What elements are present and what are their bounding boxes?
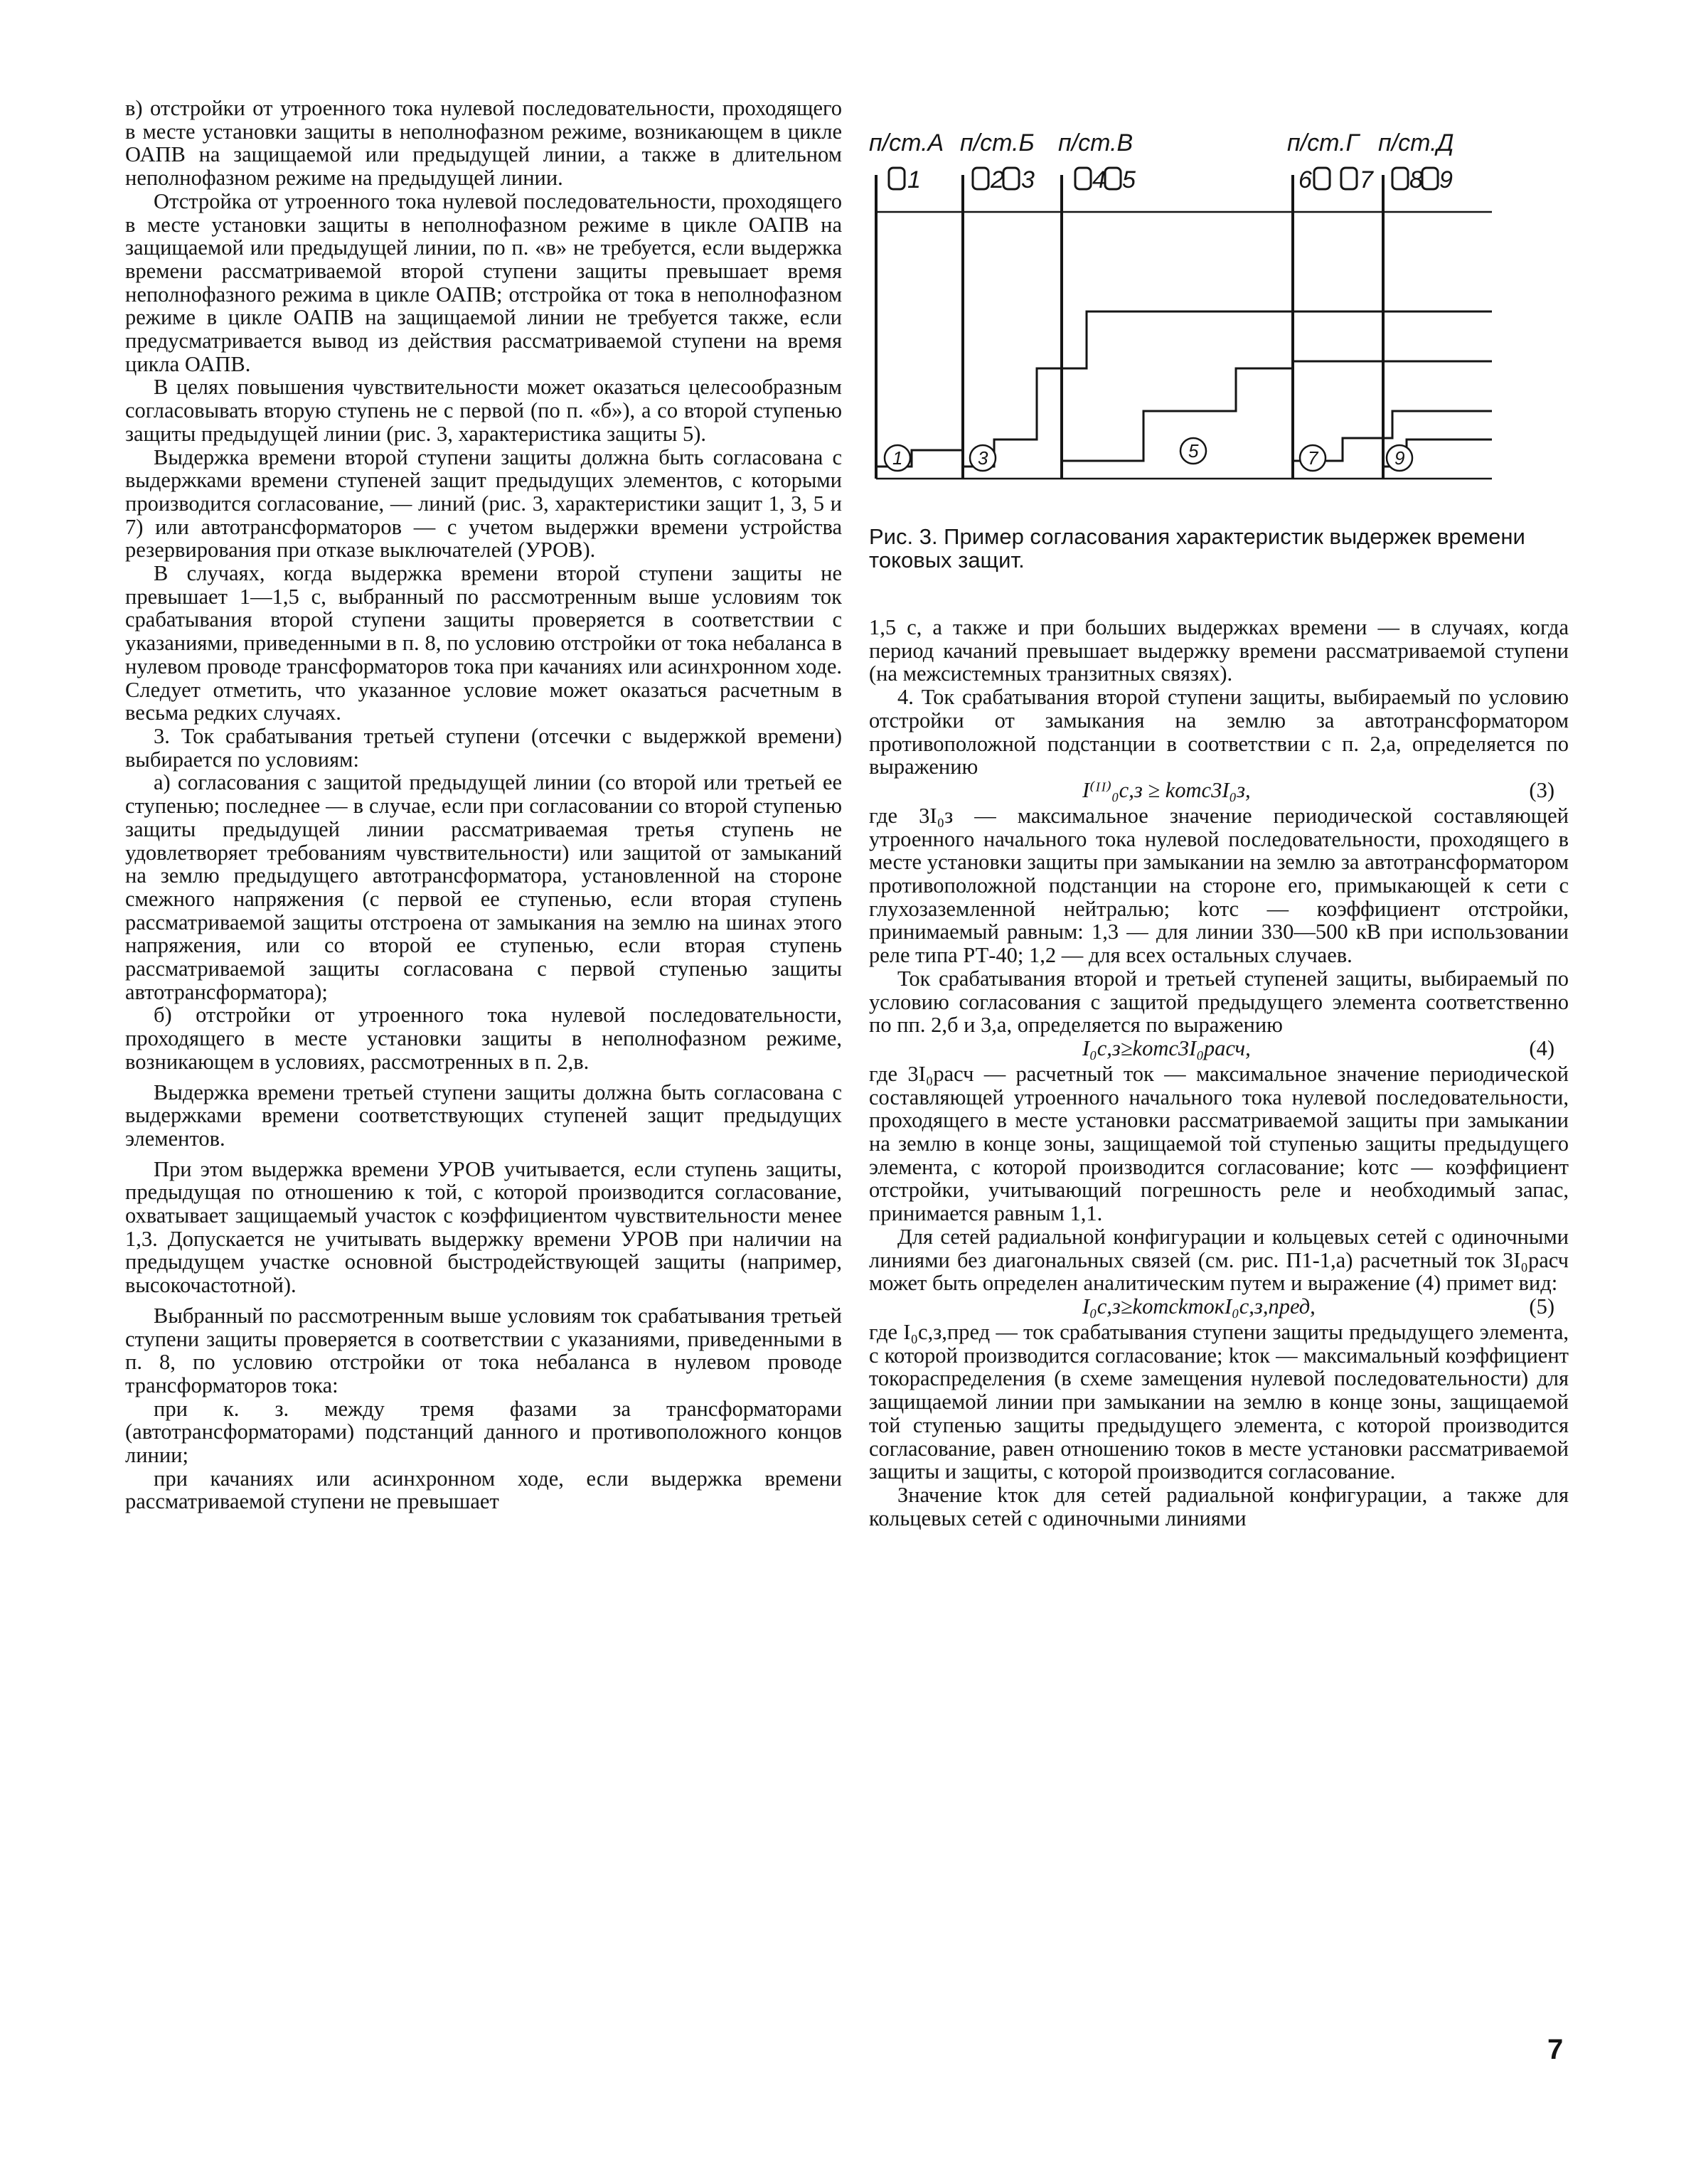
breaker-symbol (973, 168, 988, 189)
formula-5 (869, 1295, 1569, 1321)
formula-text: I⁽ᴵᴵ⁾₀c,з ≥ kотс3I₀з, (1082, 777, 1251, 802)
breaker-number: 5 (1122, 166, 1136, 193)
figure-timing-diagram (866, 127, 1549, 514)
substation-label: п/ст.А (869, 129, 944, 156)
paragraph: 4. Ток срабатывания второй ступени защиты, выбираемый по условию отстройки от замыкания на землю за автотрансформатором противоположной подстанции в соответствии с п. 2,а, определяется по выражению (869, 685, 1569, 779)
formula-text: I₀c,з≥kотс3I₀расч, (1082, 1035, 1251, 1060)
characteristic-3 (963, 311, 1492, 467)
breaker-symbol (1392, 168, 1408, 189)
paragraph: В случаях, когда выдержка времени второй ступени защиты не превышает 1—1,5 с, выбранный по рассмотренным выше условиям ток срабатывания второй ступени защиты проверяется в соответствии с указаниями, приведенными в п. 8, по условию отстройки от тока небаланса в нулевом проводе трансформаторов тока при качаниях или асинхронном ходе. Следует отметить, что указанное условие может оказаться расчетным в весьма редких случаях. (125, 561, 842, 725)
paragraph: б) отстройки от утроенного тока нулевой последовательности, проходящего в месте установки защиты в неполнофазном режиме, возникающем в условиях, рассмотренных в п. 2,в. (125, 1003, 842, 1074)
characteristic-number: 9 (1394, 447, 1405, 469)
substation-labels (869, 129, 1454, 156)
formula-3 (869, 779, 1569, 804)
paragraph: а) согласования с защитой предыдущей линии (со второй или третьей ее ступенью; последнее — в случае, если при согласовании со второй ступенью защиты предыдущей линии рассматриваемая третья ступень не удовлетворяет требованиям чувствительности) или защитой от замыканий на землю предыдущего автотрансформатора, установленной на стороне смежного напряжения (с первой ее ступенью, если вторая ступень рассматриваемой защиты отстроена от замыкания на землю на шинах этого напряжения, или со второй ее ступенью, если вторая ступень рассматриваемой защиты согласована с первой ступенью защиты автотрансформатора); (125, 770, 842, 1004)
substation-label: п/ст.Б (960, 129, 1035, 156)
formula-number: (4) (1529, 1035, 1554, 1060)
substation-label: п/ст.Д (1378, 129, 1454, 156)
breaker-symbol (1341, 168, 1357, 189)
paragraph: 3. Ток срабатывания третьей ступени (отсечки с выдержкой времени) выбирается по условиям: (125, 723, 842, 772)
paragraph: при качаниях или асинхронном ходе, если выдержка времени рассматриваемой ступени не превышает (125, 1466, 842, 1514)
breaker-number: 8 (1409, 166, 1423, 193)
page-number: 7 (1547, 2034, 1564, 2065)
breaker-symbol (1314, 168, 1330, 189)
paragraph: Для сетей радиальной конфигурации и кольцевых сетей с одиночными линиями без диагональных связей (см. рис. П1-1,а) расчетный ток 3I₀расч может быть определен аналитическим путем и выражение (4) примет вид: (869, 1224, 1569, 1296)
breaker-symbol (889, 168, 905, 189)
substation-label: п/ст.В (1058, 129, 1134, 156)
characteristic-number: 3 (978, 447, 988, 469)
formula-text: I₀c,з≥kотсkтокI₀c,з,пред, (1082, 1294, 1316, 1319)
breaker-number: 4 (1092, 166, 1106, 193)
characteristic-number: 1 (892, 447, 903, 469)
characteristic-number: 5 (1188, 440, 1199, 462)
breaker-symbol (1105, 168, 1121, 189)
paragraph: при к. з. между тремя фазами за трансформаторами (автотрансформаторами) подстанций данного и противоположного концов линии; (125, 1396, 842, 1468)
paragraph: где 3I₀з — максимальное значение периодической составляющей утроенного начального тока нулевой последовательности, проходящего в месте установки защиты при замыкании на землю за автотрансформатором противоположной подстанции на стороне его, примыкающей к сети с глухозаземленной нейтралью; kотс — коэффициент отстройки, принимаемый равным: 1,3 — для линии 330—500 кВ при использовании реле типа РТ-40; 1,2 — для всех остальных случаев. (869, 803, 1569, 968)
paragraph: При этом выдержка времени УРОВ учитывается, если ступень защиты, предыдущая по отношению к той, с которой производится согласование, охватывает защищаемый участок с коэффициентом чувствительности менее 1,3. Допускается не учитывать выдержку времени УРОВ при наличии на предыдущем участке основной быстродействующей защиты (например, высокочастотной). (125, 1156, 842, 1298)
breaker-symbol (1075, 168, 1091, 189)
paragraph: Выдержка времени второй ступени защиты должна быть согласована с выдержками времени ступеней защит предыдущих элементов, с которыми производится согласование, — линий (рис. 3, характеристики защит 1, 3, 5 и 7) или автотрансформаторов — с учетом выдержки времени устройства резервирования при отказе выключателей (УРОВ). (125, 444, 842, 563)
left-column (125, 97, 842, 1513)
lines (876, 212, 1492, 479)
paragraph: Выдержка времени третьей ступени защиты должна быть согласована с выдержками времени соответствующих ступеней защит предыдущих элементов. (125, 1080, 842, 1151)
breaker-symbol (1003, 168, 1019, 189)
characteristic-number: 7 (1308, 447, 1318, 469)
busbars (876, 175, 1383, 479)
paragraph: Значение kток для сетей радиальной конфигурации, а также для кольцевых сетей с одиночными линиями (869, 1482, 1569, 1530)
breaker-number: 6 (1298, 166, 1312, 193)
breaker-symbol (1422, 168, 1438, 189)
breaker-number: 2 (991, 166, 1004, 193)
paragraph: В целях повышения чувствительности может оказаться целесообразным согласовывать вторую ступень не с первой (по п. «б»), а со второй ступенью защиты предыдущей линии (рис. 3, характеристика защиты 5). (125, 375, 842, 446)
paragraph: где 3I₀расч — расчетный ток — максимальное значение периодической составляющей утроенного начального тока нулевой последовательности, проходящего в месте установки рассматриваемой защиты при замыкании на землю в конце зоны, защищаемой той ступенью защиты предыдущего элемента, с которой производится согласование; kотс — коэффициент отстройки, учитывающий погрешность реле и необходимый запас, принимается равным 1,1. (869, 1061, 1569, 1226)
breaker-number: 1 (907, 166, 921, 193)
paragraph: 1,5 с, а также и при больших выдержках времени — в случаях, когда период качаний превышает выдержку времени рассматриваемой ступени (на межсистемных транзитных связях). (869, 615, 1569, 686)
breaker-number: 3 (1021, 166, 1035, 193)
formula-number: (3) (1529, 777, 1554, 802)
paragraph: Ток срабатывания второй и третьей ступеней защиты, выбираемый по условию согласования с защитой предыдущего элемента соответственно по пп. 2,б и 3,а, определяется по выражению (869, 966, 1569, 1038)
formula-4 (869, 1037, 1569, 1062)
formula-number: (5) (1529, 1294, 1554, 1319)
characteristic-numbers (892, 440, 1404, 469)
breakers (889, 168, 1438, 189)
breaker-number: 7 (1360, 166, 1373, 193)
paragraph: где I₀c,з,пред — ток срабатывания ступени защиты предыдущего элемента, с которой производится согласование; kток — максимальный коэффициент токораспределения (в схеме замещения нулевой последовательности) для защищаемой линии при замыкании на землю в конце зоны, защищаемой той ступенью защиты предыдущего элемента, с которой производится согласование, равен отношению токов в месте установки рассматриваемой защиты и защиты, с которой производится согласование. (869, 1319, 1569, 1484)
paragraph: Отстройка от утроенного тока нулевой последовательности, проходящего в месте установки защиты в неполнофазном режиме в цикле ОАПВ на защищаемой или предыдущей линии, по п. «в» не требуется, если выдержка времени рассматриваемой второй ступени защиты превышает время неполнофазного режима в цикле ОАПВ; отстройка от тока в неполнофазном режиме в цикле ОАПВ на защищаемой линии не требуется также, если предусматривается вывод из действия рассматриваемой ступени на время цикла ОАПВ. (125, 188, 842, 376)
right-column (869, 616, 1569, 1530)
paragraph: в) отстройки от утроенного тока нулевой последовательности, проходящего в месте установки защиты в неполнофазном режиме, возникающем в цикле ОАПВ на защищаемой или предыдущей линии, а также в длительном неполнофазном режиме на предыдущей линии. (125, 96, 842, 191)
substation-label: п/ст.Г (1287, 129, 1360, 156)
paragraph: Выбранный по рассмотренным выше условиям ток срабатывания третьей ступени защиты проверяется в соответствии с указаниями, приведенными в п. 8, по условию отстройки от тока небаланса в нулевом проводе трансформаторов тока: (125, 1303, 842, 1397)
breaker-number: 9 (1439, 166, 1453, 193)
figure-caption: Рис. 3. Пример согласования характеристик выдержек времени токовых защит. (869, 524, 1525, 572)
